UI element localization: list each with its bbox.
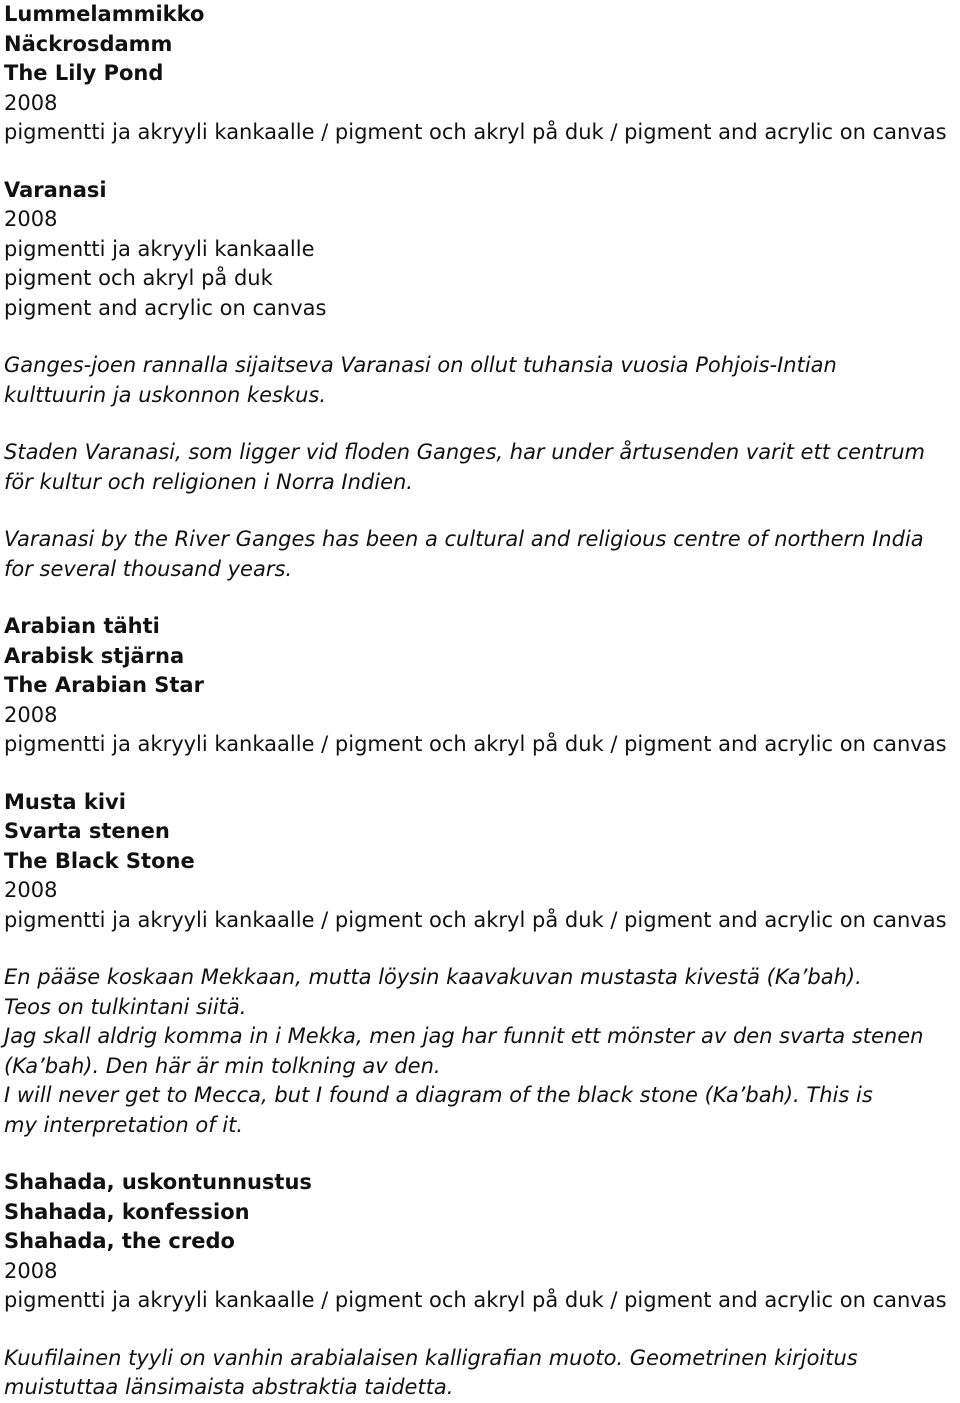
artwork-title-english: Shahada, the credo	[4, 1229, 235, 1253]
artwork-medium: pigmentti ja akryyli kankaalle / pigment och akryl på duk / pigment and acrylic on canvas	[4, 907, 947, 932]
artwork-title-swedish: Shahada, konfession	[4, 1199, 250, 1224]
artwork-year: 2008	[4, 702, 58, 727]
section-spacer	[4, 323, 954, 351]
paragraph-spacer	[4, 497, 954, 525]
section-spacer	[4, 1140, 954, 1168]
artwork-description-finnish: Kuufilainen tyyli on vanhin arabialaisen kalligrafian muoto. Geometrinen kirjoitus muistuttaa länsimaista abstraktia taidetta.	[4, 1345, 858, 1399]
section-spacer	[4, 935, 954, 963]
artwork-entry-lily-pond	[4, 0, 954, 148]
artwork-title: Varanasi	[4, 177, 107, 202]
artwork-medium: pigmentti ja akryyli kankaalle / pigment och akryl på duk / pigment and acrylic on canvas	[4, 1288, 947, 1312]
artwork-medium-swedish: pigment och akryl på duk	[4, 266, 273, 290]
artwork-entry-black-stone	[4, 788, 954, 1141]
artwork-title-swedish: Näckrosdamm	[4, 31, 173, 56]
artwork-description-finnish: Ganges-joen rannalla sijaitseva Varanasi on ollut tuhansia vuosia Pohjois-Intian kulttuurin ja uskonnon keskus.	[4, 353, 837, 407]
artwork-medium: pigmentti ja akryyli kankaalle / pigment och akryl på duk / pigment and acrylic on canvas	[4, 120, 947, 144]
artwork-title-english: The Arabian Star	[4, 673, 204, 697]
section-spacer	[4, 584, 954, 612]
paragraph-spacer	[4, 410, 954, 438]
artwork-year: 2008	[4, 207, 58, 231]
artwork-description-swedish: Jag skall aldrig komma in i Mekka, men jag har funnit ett mönster av den svarta stenen (Ka’bah). Den här är min tolkning av den.	[4, 1024, 924, 1078]
artwork-entry-varanasi	[4, 176, 954, 585]
artwork-title-finnish: Shahada, uskontunnustus	[4, 1170, 312, 1194]
section-spacer	[4, 760, 954, 788]
artwork-year: 2008	[4, 90, 58, 115]
section-spacer	[4, 1316, 954, 1344]
artwork-title-finnish: Arabian tähti	[4, 614, 160, 638]
artwork-medium-english: pigment and acrylic on canvas	[4, 295, 327, 320]
artwork-title-swedish: Svarta stenen	[4, 819, 170, 843]
artwork-year: 2008	[4, 878, 58, 902]
artwork-entry-arabian-star	[4, 612, 954, 760]
artwork-title-english: The Lily Pond	[4, 61, 164, 85]
artwork-title-swedish: Arabisk stjärna	[4, 643, 185, 668]
artwork-entry-shahada	[4, 1168, 954, 1403]
artwork-description-english: I will never get to Mecca, but I found a diagram of the black stone (Ka’bah). This is my interpretation of it.	[4, 1083, 873, 1137]
artwork-catalogue-page	[4, 0, 954, 1403]
artwork-description-finnish: En pääse koskaan Mekkaan, mutta löysin kaavakuvan mustasta kivestä (Ka’bah). Teos on tulkintani siitä.	[4, 965, 862, 1019]
artwork-medium: pigmentti ja akryyli kankaalle / pigment och akryl på duk / pigment and acrylic on canvas	[4, 732, 947, 756]
artwork-description-english: Varanasi by the River Ganges has been a cultural and religious centre of northern India for several thousand years.	[4, 527, 924, 581]
section-spacer	[4, 148, 954, 176]
artwork-title-english: The Black Stone	[4, 848, 195, 873]
artwork-medium-finnish: pigmentti ja akryyli kankaalle	[4, 236, 315, 261]
artwork-title-finnish: Lummelammikko	[4, 2, 205, 26]
artwork-title-finnish: Musta kivi	[4, 789, 126, 814]
artwork-year: 2008	[4, 1258, 58, 1283]
artwork-description-swedish: Staden Varanasi, som ligger vid floden Ganges, har under årtusenden varit ett centrum för kultur och religionen i Norra Indien.	[4, 440, 926, 494]
